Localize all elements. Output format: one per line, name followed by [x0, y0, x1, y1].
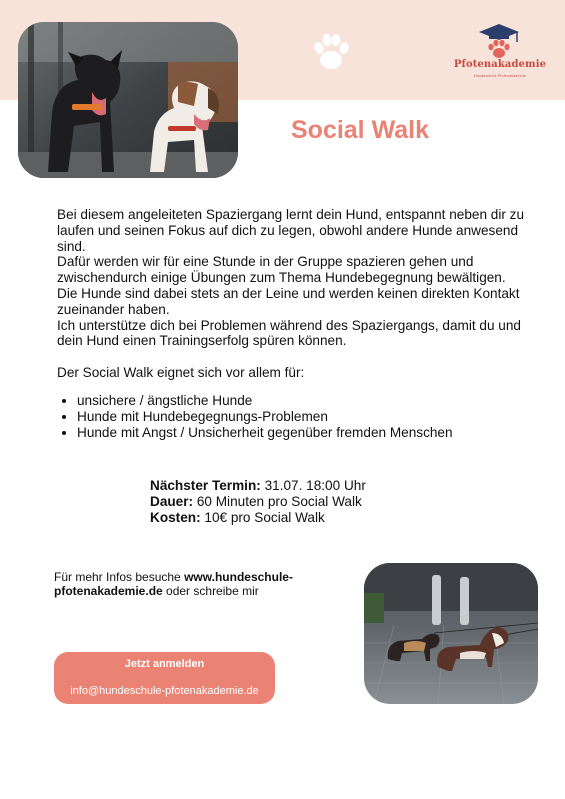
dogs-photo-bottom — [364, 563, 538, 704]
brand-tagline: Hundeschule Pfotenakademie — [474, 74, 526, 78]
list-item: • Hunde mit Angst / Unsicherheit gegenüber fremden Menschen — [77, 425, 537, 441]
brand-name: Pfotenakademie — [453, 59, 547, 70]
brand-logo — [450, 22, 550, 84]
list-item: • unsichere / ängstliche Hunde — [77, 393, 537, 409]
duration-row — [150, 494, 470, 510]
next-date-label: Nächster Termin: — [150, 478, 261, 493]
cost-row — [150, 510, 470, 526]
intro-paragraph-1: Bei diesem angeleiteten Spaziergang lernt dein Hund, entspannt neben dir zu laufen und seinen Fokus auf dich zu legen, obwohl andere Hunde anwesend sind. — [57, 207, 525, 254]
website-link[interactable]: www.hundeschule-pfotenakademie.de — [54, 570, 293, 598]
signup-button[interactable] — [54, 652, 275, 704]
intro-paragraph-3: Die Hunde sind dabei stets an der Leine und werden keinen direkten Kontakt zueinander haben. — [57, 285, 520, 317]
duration-label: Dauer: — [150, 494, 194, 509]
suitable-list — [57, 393, 537, 440]
email-link[interactable]: info@hundeschule-pfotenakademie.de — [70, 685, 259, 697]
duration-value: 60 Minuten pro Social Walk — [193, 494, 362, 509]
cost-label: Kosten: — [150, 510, 201, 525]
list-item: • Hunde mit Hundebegegnungs-Problemen — [77, 409, 537, 425]
graduation-cap-paw-icon — [477, 22, 521, 62]
event-facts — [150, 478, 470, 526]
signup-label[interactable]: Jetzt anmelden — [124, 658, 205, 670]
suitable-heading: Der Social Walk eignet sich vor allem für: — [57, 365, 305, 381]
dogs-photo-top — [18, 22, 238, 178]
next-date-row — [150, 478, 470, 494]
page-title: Social Walk — [290, 116, 429, 144]
more-info-suffix: oder schreibe mir — [162, 584, 259, 598]
more-info-prefix: Für mehr Infos besuche — [54, 570, 185, 584]
intro-paragraph-4: Ich unterstütze dich bei Problemen während des Spaziergangs, damit du und dein Hund einen Trainingserfolg spüren können. — [57, 317, 521, 349]
paw-icon — [309, 30, 353, 74]
cost-value: 10€ pro Social Walk — [200, 510, 325, 525]
next-date-value: 31.07. 18:00 Uhr — [260, 478, 366, 493]
intro-paragraph-2: Dafür werden wir für eine Stunde in der Gruppe spazieren gehen und zwischendurch einige Übungen zum Thema Hundebegegnung bewältigen. — [57, 254, 506, 286]
more-info-text — [54, 570, 324, 598]
description — [57, 207, 537, 440]
